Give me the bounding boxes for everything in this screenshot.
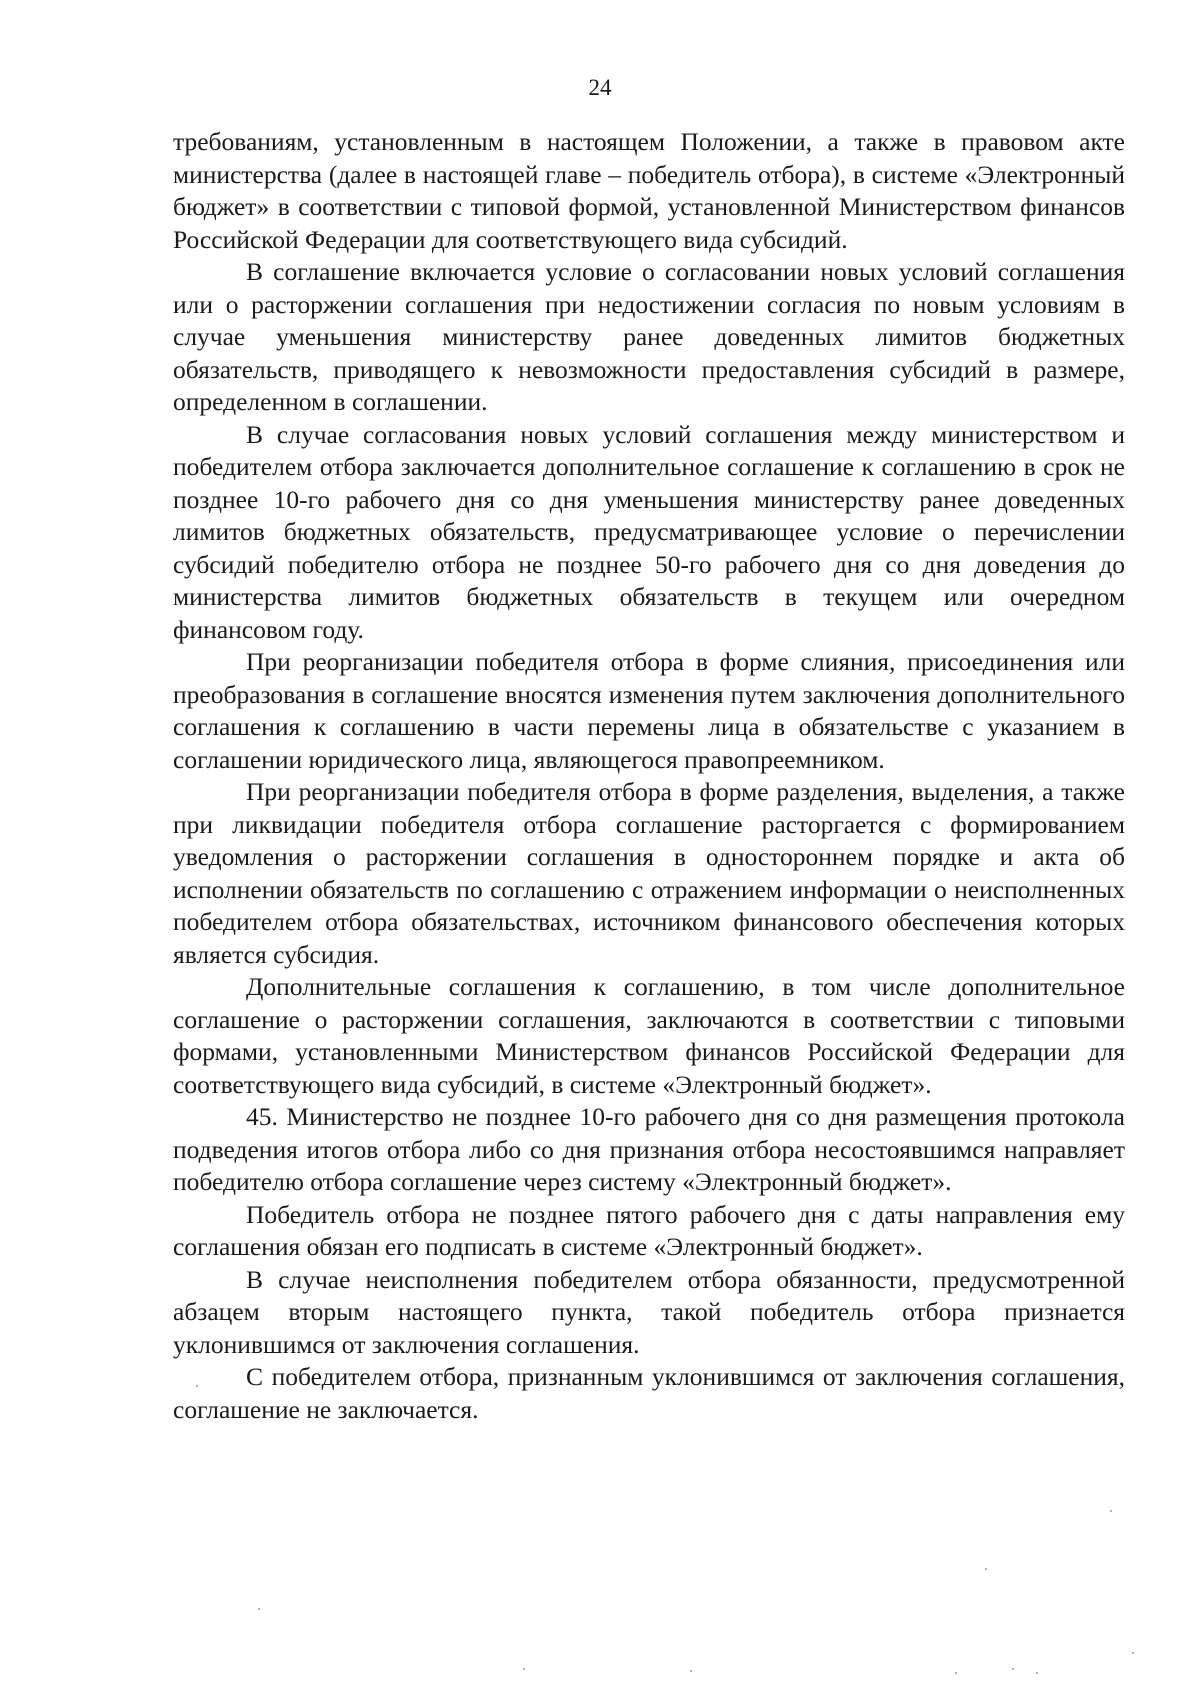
paragraph: Дополнительные соглашения к соглашению, в том числе дополнительное соглашение о расторжении соглашения, заключаются в соответствии с типовыми формами, установленными Министерством финансов Российской Федерации для соответствующего вида субсидий, в системе «Электронный бюджет».: [173, 972, 1125, 1099]
scan-speck: [985, 1568, 987, 1570]
paragraph: В соглашение включается условие о согласовании новых условий соглашения или о расторжении соглашения при недостижении согласия по новым условиям в случае уменьшения министерству ранее доведенных лимитов бюджетных обязательств, приводящего к невозможности предоставления субсидий в размере, определенном в соглашении.: [173, 257, 1125, 416]
paragraph: В случае согласования новых условий соглашения между министерством и победителем отбора заключается дополнительное соглашение к соглашению в срок не позднее 10-го рабочего дня со дня уменьшения министерству ранее доведенных лимитов бюджетных обязательств, предусматривающее условие о перечислении субсидий победителю отбора не позднее 50-го рабочего дня со дня доведения до министерства лимитов бюджетных обязательств в текущем или очередном финансовом году.: [173, 419, 1125, 644]
scan-speck: [690, 1670, 692, 1672]
paragraph: С победителем отбора, признанным уклонившимся от заключения соглашения, соглашение не заключается.: [173, 1362, 1125, 1424]
paragraph: При реорганизации победителя отбора в форме слияния, присоединения или преобразования в соглашение вносятся изменения путем заключения дополнительного соглашения к соглашению в части перемены лица в обязательстве с указанием в соглашении юридического лица, являющегося правопреемником.: [173, 647, 1125, 774]
scan-speck: [258, 1608, 260, 1610]
scan-speck: [196, 1385, 198, 1387]
paragraph-continuation: требованиям, установленным в настоящем Положении, а также в правовом акте министерства (далее в настоящей главе – победитель отбора), в системе «Электронный бюджет» в соответствии с типовой формой, установленной Министерством финансов Российской Федерации для соответствующего вида субсидий.: [173, 127, 1125, 254]
scan-speck: [1132, 1652, 1134, 1654]
scan-speck: [523, 1668, 525, 1670]
paragraph-item-45: 45. Министерство не позднее 10-го рабочего дня со дня размещения протокола подведения итогов отбора либо со дня признания отбора несостоявшимся направляет победителю отбора соглашение через систему «Электронный бюджет».: [173, 1102, 1125, 1196]
page-number: 24: [588, 75, 612, 100]
paragraph: Победитель отбора не позднее пятого рабочего дня с даты направления ему соглашения обязан его подписать в системе «Электронный бюджет».: [173, 1199, 1125, 1261]
scan-speck: [1110, 1510, 1112, 1512]
paragraph: В случае неисполнения победителем отбора обязанности, предусмотренной абзацем вторым настоящего пункта, такой победитель отбора признается уклонившимся от заключения соглашения.: [173, 1264, 1125, 1359]
scan-speck: [1012, 1668, 1014, 1670]
document-body: [173, 126, 1125, 1426]
paragraph: При реорганизации победителя отбора в форме разделения, выделения, а также при ликвидации победителя отбора соглашение расторгается с формированием уведомления о расторжении соглашения в одностороннем порядке и акта об исполнении обязательств по соглашению с отражением информации о неисполненных победителем отбора обязательствах, источником финансового обеспечения которых является субсидия.: [173, 777, 1125, 969]
scan-speck: [955, 1672, 957, 1674]
scan-speck: [1036, 1672, 1038, 1674]
